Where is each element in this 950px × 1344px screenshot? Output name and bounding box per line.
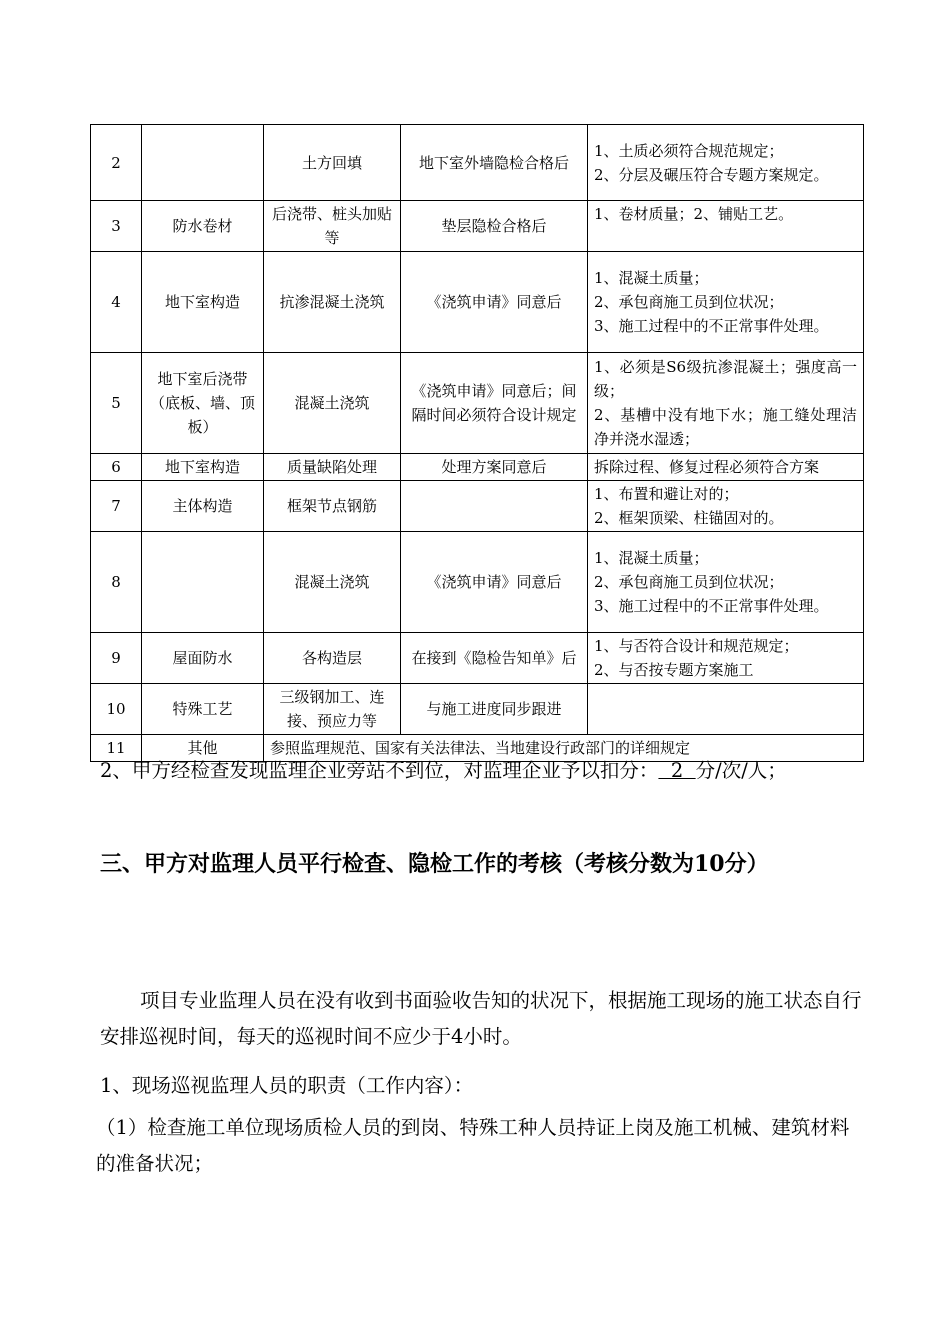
- row-timing: 《浇筑申请》同意后: [401, 252, 588, 353]
- requirement-line: 1、与否符合设计和规范规定；: [594, 637, 799, 655]
- row-number: 3: [91, 201, 142, 252]
- row-item: 框架节点钢筋: [264, 481, 401, 532]
- section-heading: 三、甲方对监理人员平行检查、隐检工作的考核（考核分数为10分）: [100, 851, 769, 877]
- row-number: 2: [91, 125, 142, 201]
- row-timing: 垫层隐检合格后: [401, 201, 588, 252]
- row-item: 三级钢加工、连接、预应力等: [264, 684, 401, 735]
- row-item: 各构造层: [264, 633, 401, 684]
- row-part: 地下室构造: [142, 252, 264, 353]
- row-number: 9: [91, 633, 142, 684]
- body-paragraph: （1）检查施工单位现场质检人员的到岗、特殊工种人员持证上岗及施工机械、建筑材料的准备状况；: [96, 1116, 850, 1175]
- table-row: [91, 454, 864, 481]
- row-timing: 与施工进度同步跟进: [401, 684, 588, 735]
- requirement-line: 3、施工过程中的不正常事件处理。: [594, 597, 829, 615]
- row-part: [142, 125, 264, 201]
- row-timing: 地下室外墙隐检合格后: [401, 125, 588, 201]
- row-number: 4: [91, 252, 142, 353]
- row-part: 屋面防水: [142, 633, 264, 684]
- row-item: 后浇带、桩头加贴等: [264, 201, 401, 252]
- row-timing: [401, 481, 588, 532]
- row-part: 防水卷材: [142, 201, 264, 252]
- row-item: 抗渗混凝土浇筑: [264, 252, 401, 353]
- penalty-text: 2、甲方经检查发现监理企业旁站不到位，对监理企业予以扣分：: [100, 759, 659, 782]
- requirement-line: 2、与否按专题方案施工: [594, 661, 754, 679]
- row-requirements: [588, 532, 864, 633]
- table-row: [91, 532, 864, 633]
- row-item: 质量缺陷处理: [264, 454, 401, 481]
- requirement-line: 2、基槽中没有地下水；施工缝处理洁净并浇水湿透；: [594, 406, 857, 448]
- requirement-line: 1、土质必须符合规范规定；: [594, 141, 784, 160]
- row-part: 特殊工艺: [142, 684, 264, 735]
- row-number: 10: [91, 684, 142, 735]
- row-part: 其他: [142, 735, 264, 762]
- row-timing: 《浇筑申请》同意后；间隔时间必须符合设计规定: [401, 353, 588, 454]
- requirement-line: 2、承包商施工员到位状况；: [594, 573, 784, 591]
- row-requirements: [588, 481, 864, 532]
- row-merged-note: 参照监理规范、国家有关法律法、当地建设行政部门的详细规定: [264, 735, 864, 762]
- table-row: [91, 201, 864, 252]
- row-requirements: [588, 125, 864, 201]
- row-number: 7: [91, 481, 142, 532]
- row-requirements: [588, 454, 864, 481]
- row-item: 土方回填: [264, 125, 401, 201]
- requirement-line: 1、卷材质量；2、铺贴工艺。: [594, 205, 794, 223]
- row-number: 11: [91, 735, 142, 762]
- row-part: 主体构造: [142, 481, 264, 532]
- row-requirements: [588, 633, 864, 684]
- table-row: [91, 252, 864, 353]
- penalty-unit: 分/次/人；: [695, 759, 787, 782]
- requirement-line: 2、分层及碾压符合专题方案规定。: [594, 165, 829, 184]
- row-part: 地下室构造: [142, 454, 264, 481]
- penalty-score: 2: [658, 759, 696, 782]
- requirement-line: 1、布置和避让对的；: [594, 485, 739, 503]
- table-row: [91, 684, 864, 735]
- row-number: 8: [91, 532, 142, 633]
- row-number: 5: [91, 353, 142, 454]
- supervision-table: [90, 124, 864, 762]
- table-row: [91, 481, 864, 532]
- body-paragraph: 项目专业监理人员在没有收到书面验收告知的状况下，根据施工现场的施工状态自行安排巡视时间，每天的巡视时间不应少于4小时。: [100, 989, 862, 1048]
- row-requirements: [588, 201, 864, 252]
- requirement-line: 3、施工过程中的不正常事件处理。: [594, 317, 829, 335]
- row-requirements: [588, 684, 864, 735]
- penalty-paragraph: [100, 753, 862, 789]
- row-requirements: [588, 353, 864, 454]
- row-requirements: [588, 252, 864, 353]
- row-timing: 处理方案同意后: [401, 454, 588, 481]
- requirement-line: 1、混凝土质量；: [594, 549, 709, 567]
- requirement-line: 1、混凝土质量；: [594, 269, 709, 287]
- requirement-line: 2、承包商施工员到位状况；: [594, 293, 784, 311]
- row-timing: 《浇筑申请》同意后: [401, 532, 588, 633]
- body-paragraph: 1、现场巡视监理人员的职责（工作内容）：: [100, 1074, 474, 1097]
- row-item: 混凝土浇筑: [264, 353, 401, 454]
- table-row: [91, 125, 864, 201]
- table-row: [91, 633, 864, 684]
- row-number: 6: [91, 454, 142, 481]
- requirement-line: 拆除过程、修复过程必须符合方案: [594, 458, 820, 476]
- row-part: 地下室后浇带（底板、墙、顶板）: [142, 353, 264, 454]
- row-item: 混凝土浇筑: [264, 532, 401, 633]
- row-part: [142, 532, 264, 633]
- row-timing: 在接到《隐检告知单》后: [401, 633, 588, 684]
- requirement-line: 1、必须是S6级抗渗混凝土；强度高一级；: [594, 358, 857, 400]
- requirement-line: 2、框架顶梁、柱锚固对的。: [594, 509, 784, 527]
- table-row: [91, 353, 864, 454]
